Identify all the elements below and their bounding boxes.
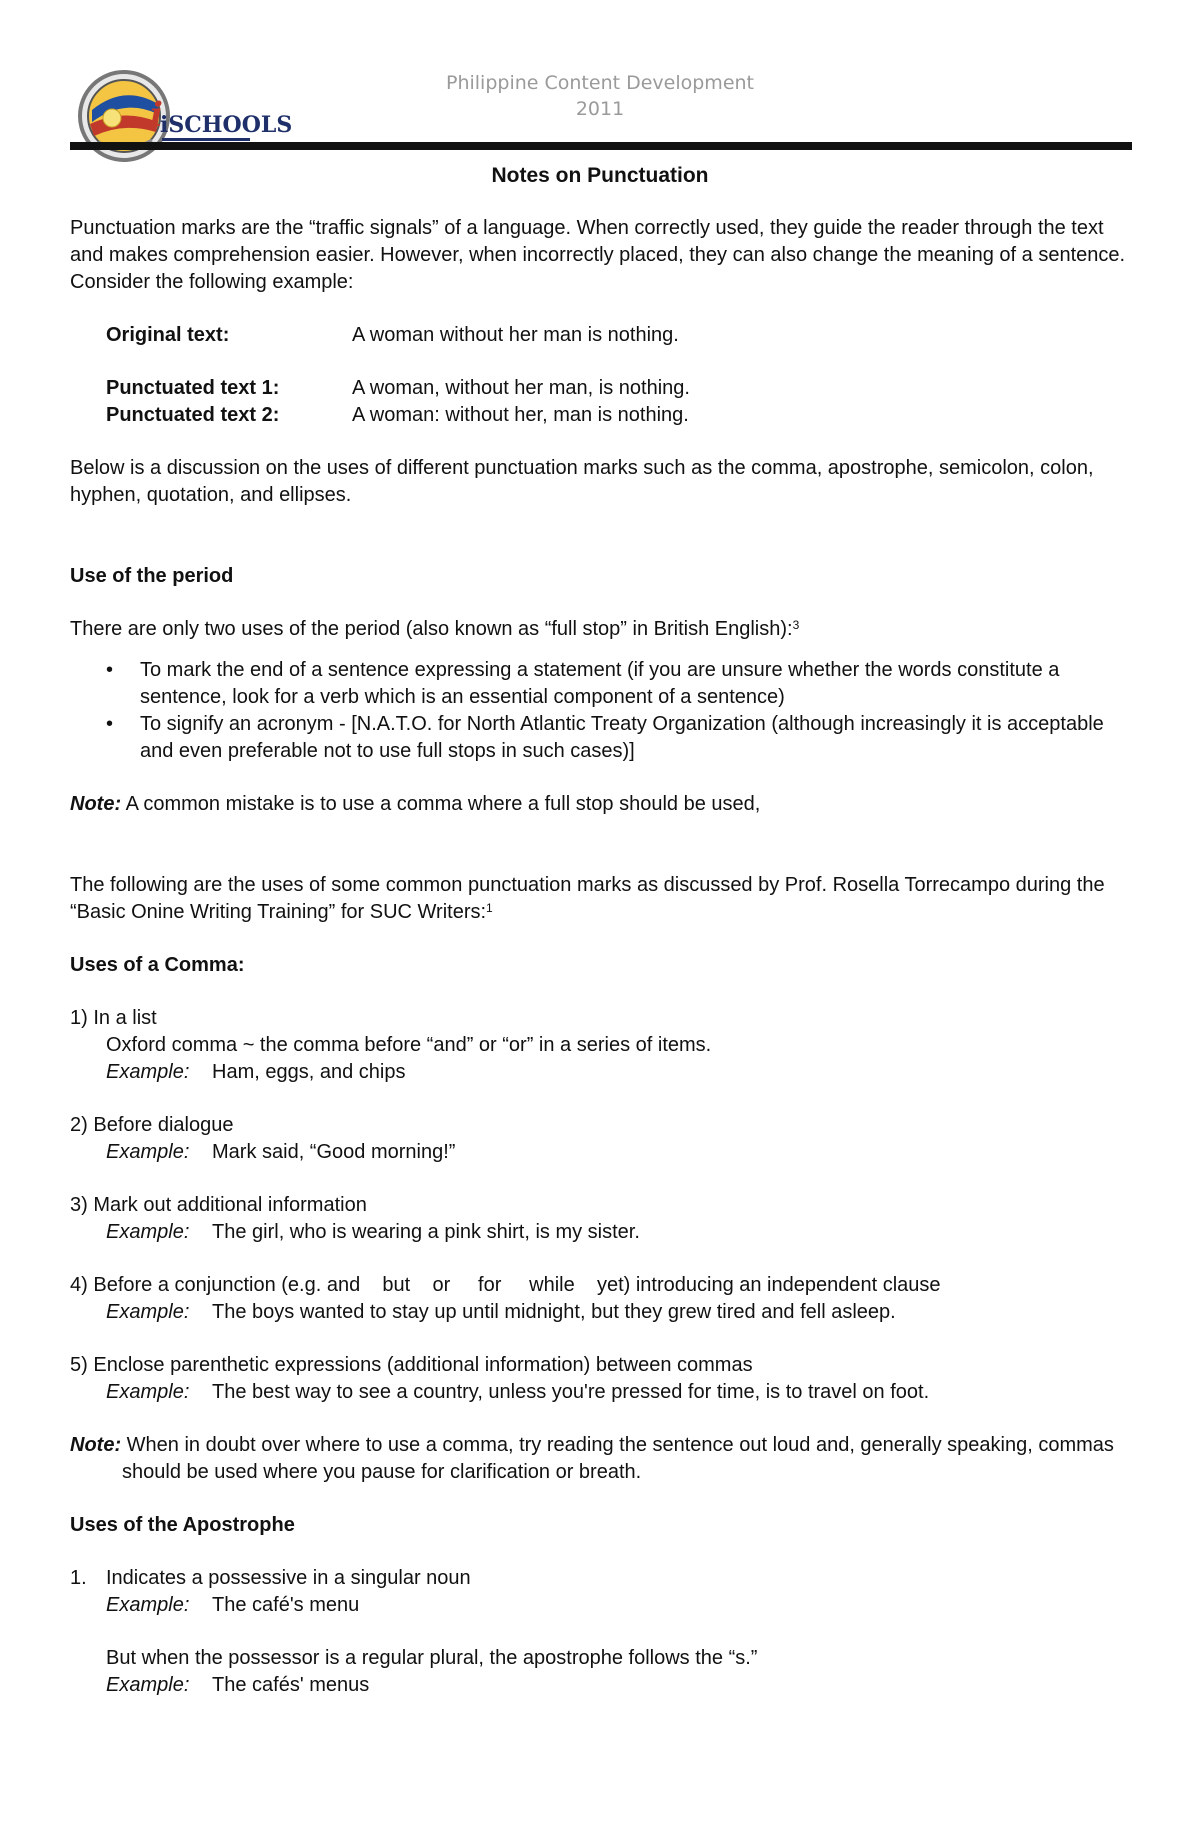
note-text: When in doubt over where to use a comma, try reading the sentence out loud and, generally speaking, commas should be used where you pause for clarification or breath. [121,1434,1114,1483]
list-item [70,711,1130,765]
header-line-1: Philippine Content Development [445,72,755,94]
bullet-icon: • [106,713,114,735]
footnote-ref: 1 [486,901,493,915]
example-row-punctuated-2 [106,402,1130,429]
period-intro [70,616,1130,643]
list-item-text: To mark the end of a sentence expressing a statement (if you are unsure whether the words constitute a sentence, look for a verb which is an essential component of a sentence) [140,659,1060,708]
comma-item-example [70,1139,1130,1166]
item-number: 4) [70,1274,88,1296]
apostrophe-item-follow: But when the possessor is a regular plural, the apostrophe follows the “s.” [106,1647,758,1669]
list-item [70,657,1130,711]
page-title: Notes on Punctuation [491,164,709,187]
example-label: Example: [106,1141,190,1163]
comma-item-2 [70,1112,1130,1166]
example-text: The boys wanted to stay up until midnight, but they grew tired and fell asleep. [212,1301,896,1323]
item-number: 3) [70,1194,88,1216]
comma-item-title [70,1352,1130,1379]
note-label: Note: [70,793,122,815]
following-text: The following are the uses of some common punctuation marks as discussed by Prof. Rosella Torrecampo during the “Basic Onine Writing Training” for SUC Writers: [70,874,1105,923]
item-title: Enclose parenthetic expressions (additional information) between commas [93,1354,753,1376]
apostrophe-heading: Uses of the Apostrophe [70,1514,295,1536]
comma-item-5 [70,1352,1130,1406]
example-label: Original text: [106,324,230,346]
example-text: The best way to see a country, unless you're pressed for time, is to travel on foot. [212,1381,930,1403]
example-table [106,322,1130,429]
apostrophe-item-1 [70,1565,1130,1699]
period-note [70,791,1130,818]
example-label: Example: [106,1301,190,1323]
following-paragraph [70,872,1130,926]
note-label: Note: [70,1434,122,1456]
example-text: The cafés' menus [212,1674,370,1696]
example-text: Mark said, “Good morning!” [212,1141,456,1163]
example-label: Punctuated text 1: [106,377,280,399]
item-number: 1) [70,1007,88,1029]
example-label: Example: [106,1594,190,1616]
header-text [400,70,800,122]
header-line-2: 2011 [575,98,625,120]
example-label: Example: [106,1221,190,1243]
comma-item-4 [70,1272,1130,1326]
item-number: 5) [70,1354,88,1376]
item-number: 1. [70,1567,87,1589]
note-text: A common mistake is to use a comma where a full stop should be used, [121,793,761,815]
example-row-punctuated-1 [106,375,1130,402]
example-text: A woman without her man is nothing. [352,324,679,346]
logo-letter-i: i [150,95,163,135]
example-text: A woman: without her, man is nothing. [352,404,689,426]
document-body [70,162,1130,1699]
item-title: Before dialogue [93,1114,234,1136]
item-title: In a list [93,1007,157,1029]
period-heading: Use of the period [70,565,234,587]
example-label: Example: [106,1061,190,1083]
comma-heading: Uses of a Comma: [70,954,245,976]
comma-item-3 [70,1192,1130,1246]
comma-item-example [70,1219,1130,1246]
apostrophe-item-title: Indicates a possessive in a singular noun [106,1567,471,1589]
comma-item-desc: Oxford comma ~ the comma before “and” or “or” in a series of items. [106,1034,712,1056]
example-label: Example: [106,1674,190,1696]
ischools-logo [72,64,293,174]
comma-item-1 [70,1005,1130,1086]
item-number: 2) [70,1114,88,1136]
comma-item-title [70,1272,1130,1299]
comma-item-title [70,1005,1130,1032]
example-row-original [106,322,1130,349]
header-rule [70,142,1132,150]
comma-item-example [70,1379,1130,1406]
intro-paragraph: Punctuation marks are the “traffic signals” of a language. When correctly used, they guide the reader through the text and makes comprehension easier. However, when incorrectly placed, they can also change the meaning of a sentence. Consider the following example: [70,217,1126,293]
bullet-icon: • [106,659,114,681]
comma-note [70,1432,1130,1486]
example-text: A woman, without her man, is nothing. [352,377,690,399]
below-paragraph: Below is a discussion on the uses of different punctuation marks such as the comma, apostrophe, semicolon, colon, hyphen, quotation, and ellipses. [70,457,1094,506]
logo-wordmark: iSCHOOLS [160,112,293,138]
item-title: Before a conjunction (e.g. and but or for while yet) introducing an independent clause [93,1274,941,1296]
example-label: Punctuated text 2: [106,404,280,426]
footnote-ref: 3 [792,618,800,632]
apostrophe-item-example [106,1592,1130,1619]
comma-item-example [70,1059,1130,1086]
example-label: Example: [106,1381,190,1403]
example-text: The girl, who is wearing a pink shirt, is my sister. [212,1221,640,1243]
item-title: Mark out additional information [93,1194,367,1216]
example-text: Ham, eggs, and chips [212,1061,406,1083]
period-intro-text: There are only two uses of the period (also known as “full stop” in British English): [70,618,793,640]
example-text: The café's menu [212,1594,360,1616]
comma-item-example [70,1299,1130,1326]
period-bullet-list [70,657,1130,765]
comma-item-title [70,1192,1130,1219]
list-item-text: To signify an acronym - [N.A.T.O. for North Atlantic Treaty Organization (although increasingly it is acceptable and even preferable not to use full stops in such cases)] [140,713,1104,762]
comma-item-title [70,1112,1130,1139]
apostrophe-item-example-2 [106,1672,1130,1699]
